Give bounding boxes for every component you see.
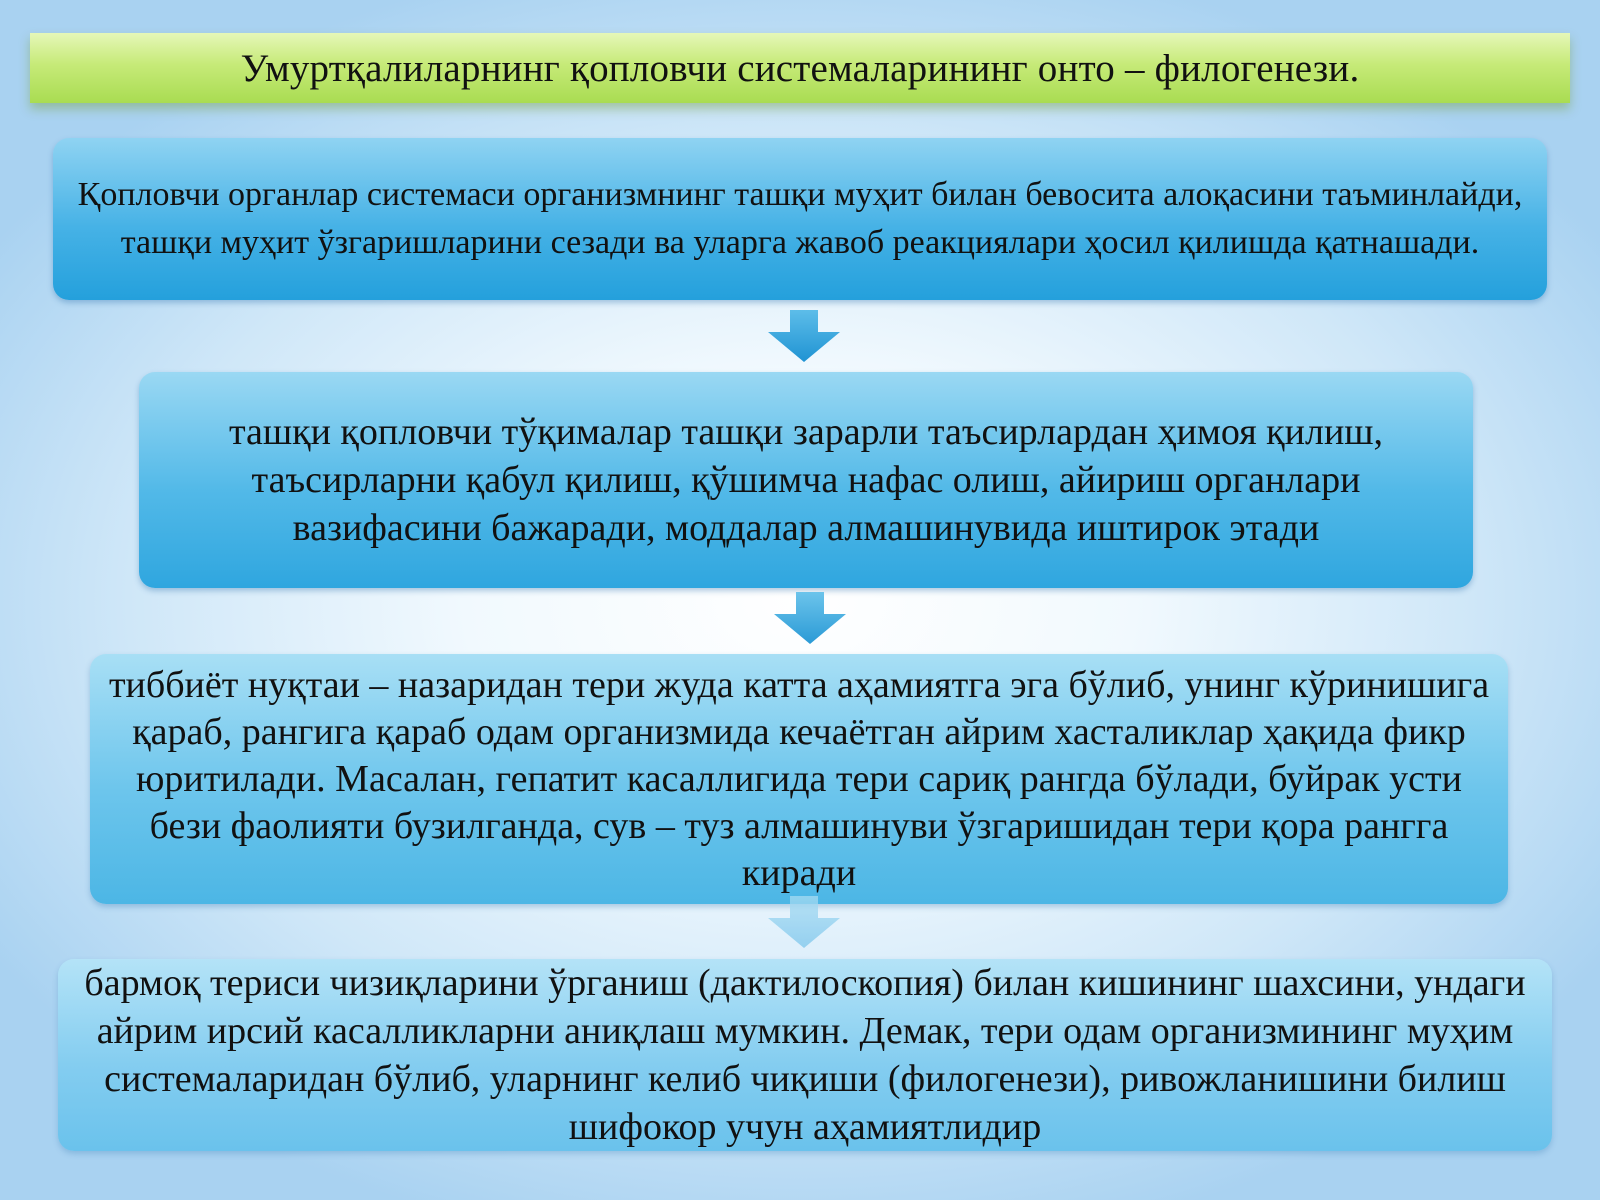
flow-box-2-text: ташқи қопловчи тўқималар ташқи зарарли таъсирлардан ҳимоя қилиш, таъсирларни қабул қилиш, қўшимча нафас олиш, айириш органлари вазифасини бажаради, моддалар алмашинувида иштирок этади bbox=[228, 411, 1384, 549]
down-arrow-icon bbox=[774, 592, 846, 644]
flow-box-3 bbox=[90, 654, 1508, 904]
flow-box-3-text: тиббиёт нуқтаи – назаридан тери жуда катта аҳамиятга эга бўлиб, унинг кўринишига қараб, рангига қараб одам организмида кечаётган айрим хасталиклар ҳақида фикр юритилади. Масалан, гепатит касаллигида тери сариқ рангда бўлади, буйрак усти бези фаолияти бузилганда, сув – туз алмашинуви ўзгаришидан тери қора рангга киради bbox=[108, 663, 1490, 894]
down-arrow-icon bbox=[768, 896, 840, 948]
slide-title: Умуртқалиларнинг қопловчи системаларининг онто – филогенези. bbox=[240, 46, 1360, 90]
flow-box-1-text: Қопловчи органлар системаси организмнинг ташқи муҳит билан бевосита алоқасини таъминлайди, ташқи муҳит ўзгаришларини сезади ва уларга жавоб реакциялари ҳосил қилишда қатнашади. bbox=[77, 176, 1523, 261]
flow-box-4-text: бармоқ териси чизиқларини ўрганиш (дактилоскопия) билан кишининг шахсини, ундаги айрим ирсий касалликларни аниқлаш мумкин. Демак, тери одам организмининг муҳим системаларидан бўлиб, уларнинг келиб чиқиши (филогенези), ривожланишини билиш шифокор учун аҳамиятлидир bbox=[84, 962, 1526, 1148]
down-arrow-icon bbox=[768, 310, 840, 362]
flow-box-2 bbox=[139, 372, 1473, 588]
flow-box-4 bbox=[58, 959, 1552, 1151]
flow-box-1 bbox=[53, 138, 1547, 300]
title-banner bbox=[30, 33, 1570, 103]
